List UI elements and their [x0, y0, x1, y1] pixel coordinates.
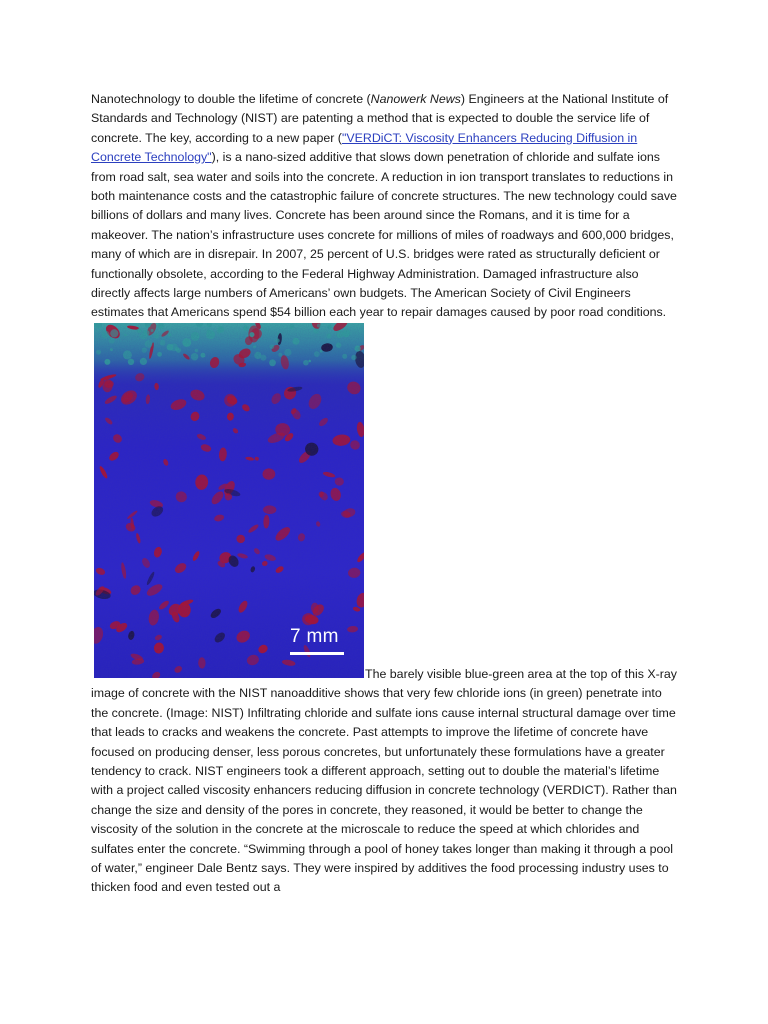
xray-concrete-graphic: [94, 323, 364, 678]
scale-bar: [290, 652, 344, 655]
article: [91, 90, 681, 898]
article-paragraph: [91, 90, 681, 898]
article-intro-text-3: ), is a nano-sized additive that slows down penetration of chloride and sulfate ions from road salt, sea water and soils into the concrete. A reduction in ion transport translates to reductions in both maintenance costs and the catastrophic failure of concrete structures. The new technology could save billions of dollars and many lives. Concrete has been around since the Romans, and it is time for a makeover. The nation’s infrastructure uses concrete for millions of miles of roadways and 600,000 bridges, many of which are in disrepair. In 2007, 25 percent of U.S. bridges were rated as structurally deficient or functionally obsolete, according to the Federal Highway Administration. Damaged infrastructure also directly affects large numbers of Americans’ own budgets. The American Society of Civil Engineers estimates that Americans spend $54 billion each year to repair damages caused by poor road conditions.: [91, 150, 677, 320]
article-intro-text: Nanotechnology to double the lifetime of concrete (: [91, 92, 371, 106]
paper-link[interactable]: "VERDiCT: Viscosity Enhancers Reducing Diffusion in Concrete Technology": [91, 130, 638, 165]
article-intro-text-2: ) Engineers at the National Institute of Standards and Technology (NIST) are patenting a method that is expected to double the service life of concrete. The key, according to a new paper (: [91, 92, 669, 145]
scale-label: 7 mm: [290, 625, 339, 647]
article-body-text: The barely visible blue-green area at the top of this X-ray image of concrete with the NIST nanoadditive shows that very few chloride ions (in green) penetrate into the concrete. (Image: NIST) Infiltrating chloride and sulfate ions cause internal structural damage over time that leads to cracks and weakens the concrete. Past attempts to improve the lifetime of concrete have focused on producing denser, less porous concretes, but unfortunately these formulations have a greater tendency to crack. NIST engineers took a different approach, setting out to double the material’s lifetime with a project called viscosity enhancers reducing diffusion in concrete technology (VERDICT). Rather than change the size and density of the pores in concrete, they reasoned, it would be better to change the viscosity of the solution in the concrete at the microscale to reduce the speed at which chlorides and sulfates enter the concrete. “Swimming through a pool of honey takes longer than making it through a pool of water,” engineer Dale Bentz says. They were inspired by additives the food processing industry uses to thicken food and even tested out a: [91, 666, 677, 895]
xray-concrete-image: [94, 323, 364, 678]
source-name: Nanowerk News: [370, 92, 461, 106]
